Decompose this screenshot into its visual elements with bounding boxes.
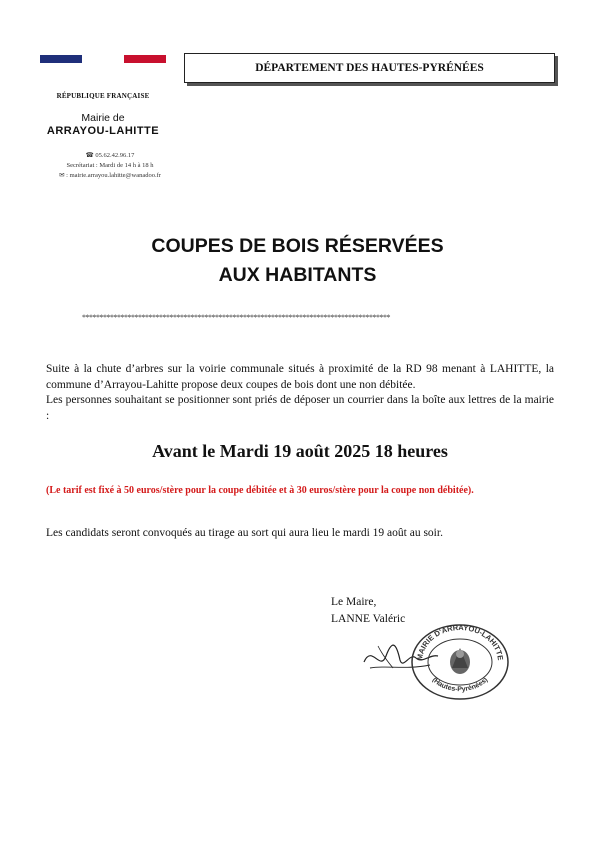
convocation-text: Les candidats seront convoqués au tirage au sort qui aura lieu le mardi 19 août au soir.: [46, 527, 443, 539]
stamp-bottom-text: (Hautes-Pyrénées): [430, 676, 490, 694]
phone-line: ☎ 05.62.42.96.17: [85, 152, 135, 159]
stamp-top-text: MAIRIE D'ARRAYOU-LAHITTE: [414, 622, 506, 661]
tarif-note: (Le tarif est fixé à 50 euros/stère pour la coupe débitée et à 30 euros/stère pour la coupe non débitée).: [46, 485, 474, 496]
title-line-1: COUPES DE BOIS RÉSERVÉES: [151, 235, 444, 257]
town-hall-stamp: [408, 622, 512, 702]
email-line: ✉ : mairie.arrayou.lahitte@wanadoo.fr: [59, 172, 161, 179]
department-label: DÉPARTEMENT DES HAUTES-PYRÉNÉES: [255, 62, 484, 74]
body-text: [46, 362, 554, 424]
signature-name: LANNE Valéric: [331, 613, 406, 625]
paragraph-1: Suite à la chute d’arbres sur la voirie communale situés à proximité de la RD 98 menant à LAHITTE, la commune d’Arrayou-Lahitte propose deux coupes de bois dont une non débitée.: [46, 363, 554, 391]
flag-red-band: [124, 55, 166, 63]
marianne-emblem-icon: [450, 648, 470, 674]
commune-name: ARRAYOU-LAHITTE: [46, 125, 160, 137]
republique-label: RÉPUBLIQUE FRANÇAISE: [56, 92, 150, 100]
deadline-text: Avant le Mardi 19 août 2025 18 heures: [152, 441, 448, 461]
signature-role: Le Maire,: [331, 596, 377, 608]
paragraph-2: Les personnes souhaitant se positionner sont priés de déposer un courrier dans la boîte aux lettres de la mairie :: [46, 394, 554, 422]
hours-line: Secrétariat : Mardi de 14 h à 18 h: [66, 162, 154, 169]
department-box: [184, 53, 555, 83]
flag-white-band: [82, 55, 124, 63]
mairie-de-label: Mairie de: [81, 112, 125, 124]
french-flag: [40, 55, 166, 63]
page-title: [60, 232, 535, 290]
contact-block: [40, 151, 180, 181]
flag-blue-band: [40, 55, 82, 63]
title-line-2: AUX HABITANTS: [218, 264, 377, 286]
separator-line: ****************************************************************************************: [82, 313, 390, 322]
